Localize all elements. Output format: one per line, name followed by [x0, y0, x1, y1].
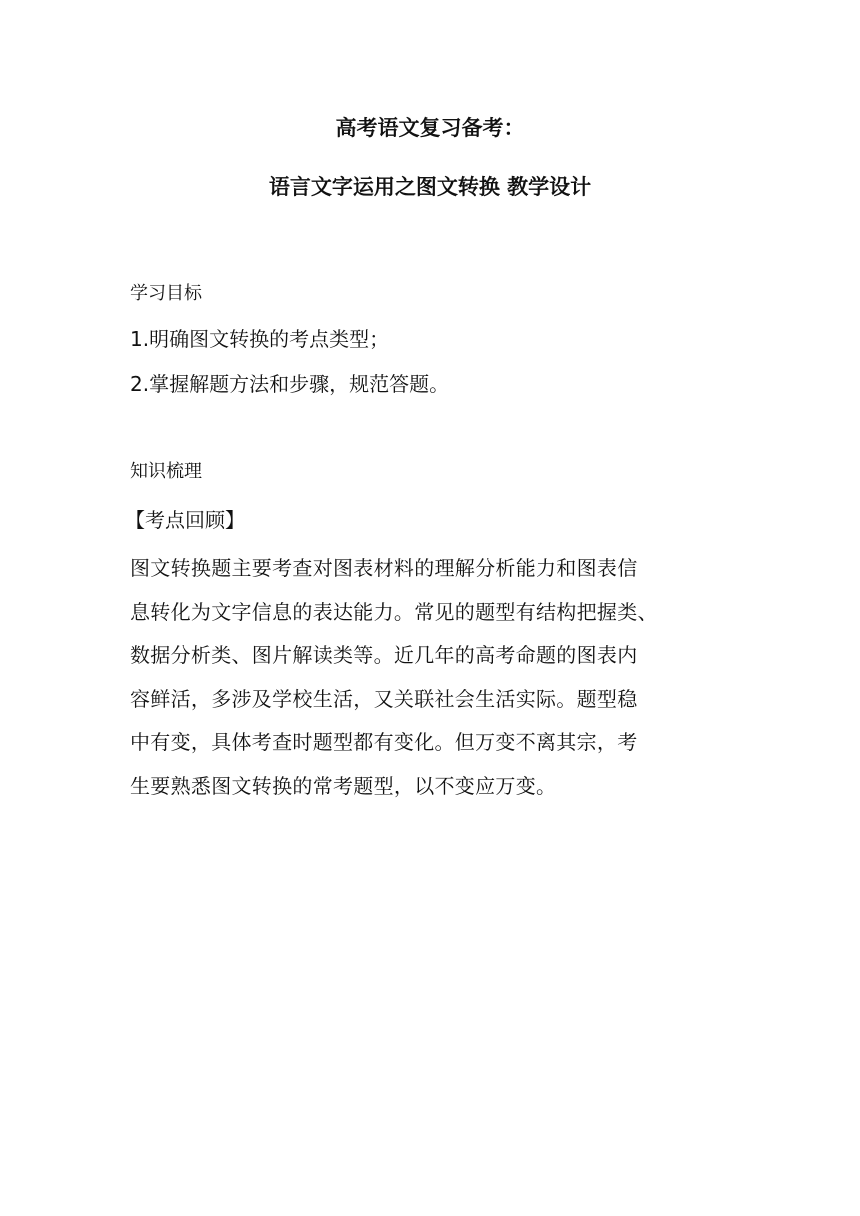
knowledge-review-heading: 知识梳理: [130, 461, 202, 482]
document-title-line-1: 高考语文复习备考：: [335, 116, 525, 140]
paragraph-line: 中有变，具体考查时题型都有变化。但万变不离其宗，考: [130, 730, 638, 754]
knowledge-review-section: [125, 458, 730, 808]
paragraph-line: 图文转换题主要考查对图表材料的理解分析能力和图表信: [130, 556, 638, 580]
document-title-line-2: 语言文字运用之图文转换 教学设计: [268, 175, 592, 199]
learning-objectives-section: [130, 280, 730, 414]
paragraph-line: 生要熟悉图文转换的常考题型，以不变应万变。: [130, 773, 557, 798]
exam-point-review-paragraph: [130, 547, 730, 808]
paragraph-line: 息转化为文字信息的表达能力。常见的题型有结构把握类、: [130, 599, 658, 624]
paragraph-line: 数据分析类、图片解读类等。近几年的高考命题的图表内: [130, 643, 638, 667]
objective-item-2: 2.掌握解题方法和步骤，规范答题。: [130, 372, 450, 396]
objective-item-1: 1.明确图文转换的考点类型；: [130, 327, 390, 351]
exam-point-review-subheading: 【考点回顾】: [125, 508, 245, 532]
paragraph-line: 容鲜活，多涉及学校生活，又关联社会生活实际。题型稳: [130, 686, 638, 711]
learning-objectives-heading: 学习目标: [130, 283, 202, 304]
